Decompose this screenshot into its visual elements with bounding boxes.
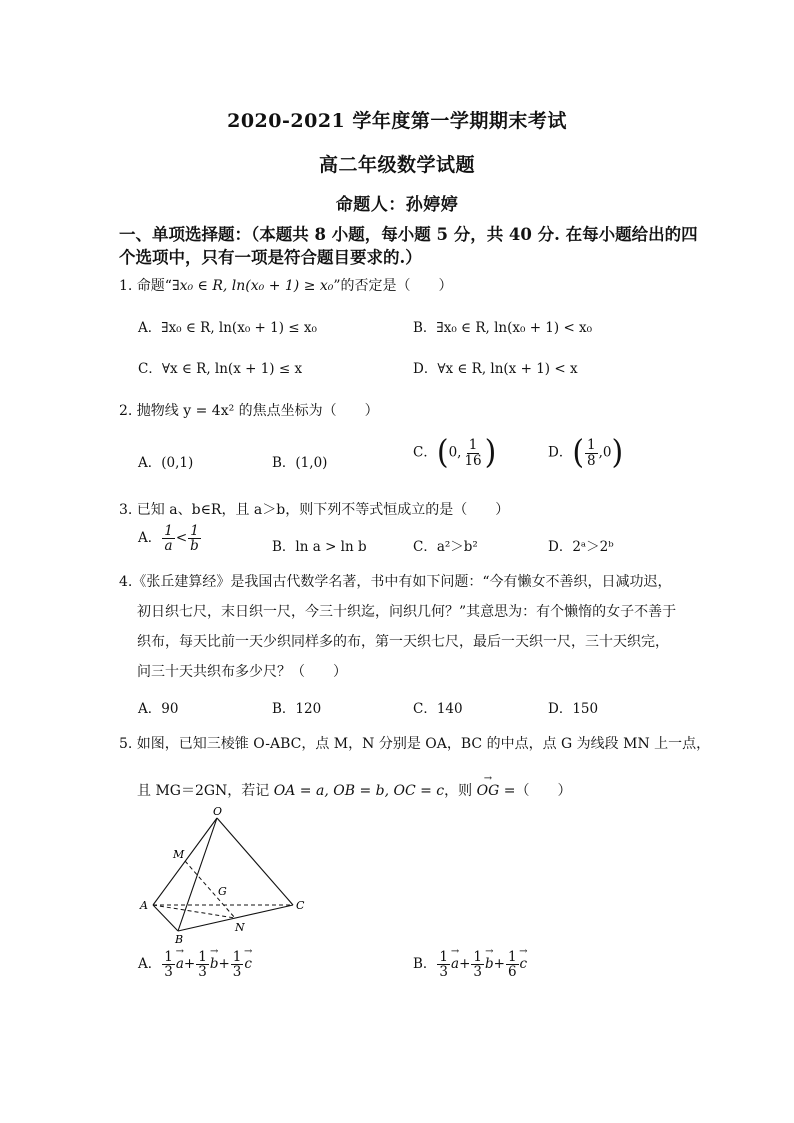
q1-stem-pre: 1. 命题“: [119, 278, 172, 294]
q5-vector-og: → OG: [477, 783, 500, 799]
q1-option-b[interactable]: B．∃x₀ ∈ R, ln(x₀ + 1) < x₀: [413, 320, 593, 336]
q5-option-a[interactable]: A． $\frac{1}{3}$ → a+ $\frac{1}{3}$ → b+ $\frac{1}{3}$ → c: [138, 950, 252, 979]
q2-c-denominator: 16: [464, 452, 482, 469]
q3-a-den-2: b: [190, 538, 199, 555]
q2-option-c-label: C．: [413, 444, 437, 461]
q5-option-b[interactable]: B． $\frac{1}{3}$ → a+ $\frac{1}{3}$ → b+ $\frac{1}{6}$ → c: [413, 950, 527, 979]
q5-a-num-2: 1: [198, 949, 207, 965]
q3-a-fraction-1: [162, 524, 175, 553]
q5-b-vec-1: → a: [451, 956, 459, 972]
q5-vector-defs: OA = a, OB = b, OC = c: [273, 783, 445, 799]
tetrahedron-figure: [135, 805, 315, 945]
section-heading-line2: 个选项中，只有一项是符合题目要求的.）: [119, 248, 422, 267]
exam-subtitle: 高二年级数学试题: [318, 154, 475, 176]
q2-d-numerator: 1: [587, 437, 596, 454]
q1-stem-post: ”的否定是（ ）: [333, 278, 453, 294]
q5-a-den-3: 3: [232, 964, 242, 981]
q2-option-d-fraction: [585, 438, 598, 467]
q1-option-c[interactable]: C．∀x ∈ R, ln(x + 1) ≤ x: [138, 361, 303, 377]
label-o: O: [213, 805, 223, 818]
label-a: A: [140, 899, 148, 912]
q3-a-num-2: 1: [190, 523, 199, 539]
left-paren-icon: (: [436, 433, 449, 472]
q5-b-vec-2: → b: [485, 956, 494, 972]
q3-option-b[interactable]: B．ln a > ln b: [272, 539, 367, 555]
q2-option-b[interactable]: B．(1,0): [272, 455, 328, 471]
q5-a-coef-2: [196, 950, 209, 979]
q5-line2-pre: 且 MG＝2GN，若记: [137, 783, 274, 799]
q4-option-c[interactable]: C．140: [413, 701, 463, 717]
q5-a-vec-2: → b: [210, 956, 219, 972]
q3-a-den-1: a: [164, 538, 173, 555]
q5-a-coef-3: [231, 950, 244, 979]
q5-a-den-1: 3: [164, 964, 173, 981]
question-2-stem: 2. 抛物线 y = 4x² 的焦点坐标为（ ）: [119, 403, 379, 419]
q3-option-a-label: A．: [138, 530, 162, 547]
q5-b-den-2: 3: [473, 964, 482, 981]
q5-line2-mid: ，则: [444, 783, 477, 799]
q5-a-num-1: 1: [164, 949, 173, 965]
edge-ab: [153, 905, 178, 931]
q4-option-a[interactable]: A．90: [138, 701, 179, 717]
q4-option-b[interactable]: B．120: [272, 701, 322, 717]
question-1-stem: [119, 275, 453, 295]
q2-option-c[interactable]: [413, 433, 497, 472]
label-g: G: [218, 885, 227, 898]
q2-option-d-label: D．: [548, 444, 573, 461]
q2-option-a[interactable]: A．(0,1): [138, 455, 194, 471]
q2-option-d[interactable]: [548, 433, 624, 472]
q5-b-vec-3: → c: [520, 956, 528, 972]
q5-b-coef-2: [471, 950, 484, 979]
question-4-line3: 织布，每天比前一天少织同样多的布，第一天织七尺，最后一天织一尺，三十天织完，: [137, 634, 669, 650]
q5-b-coef-3: [506, 950, 519, 979]
q3-option-a[interactable]: [138, 524, 202, 553]
q5-b-den-1: 3: [439, 964, 449, 981]
right-paren-icon: ): [611, 433, 624, 472]
section-heading-line1: 一、单项选择题：（本题共 8 小题，每小题 5 分，共 40 分. 在每小题给出的四: [119, 225, 698, 244]
question-4-line4: 问三十天共织布多少尺？（ ）: [137, 664, 347, 680]
q5-b-den-3: 6: [507, 964, 517, 981]
q5-b-num-3: 1: [507, 949, 517, 965]
q2-option-c-fraction: [462, 438, 483, 467]
exam-author: 命题人：孙婷婷: [335, 195, 459, 215]
q5-a-label: A．: [138, 956, 162, 973]
q5-line2-post: =（ ）: [499, 783, 572, 799]
question-5-line2: [137, 780, 571, 800]
q5-a-vec-1: → a: [176, 956, 184, 972]
q2-option-d-post: ,0: [598, 444, 612, 461]
q5-b-num-2: 1: [473, 949, 482, 965]
right-paren-icon: ): [484, 433, 497, 472]
question-4-line2: 初日织七尺，末日织一尺，今三十织迄，问织几何？”其意思为：有个懒惰的女子不善于: [137, 604, 677, 620]
q2-d-denominator: 8: [587, 452, 596, 469]
edge-oc: [217, 818, 293, 905]
q2-c-numerator: 1: [468, 437, 478, 454]
q5-a-num-3: 1: [232, 949, 242, 965]
label-b: B: [175, 933, 184, 945]
q1-option-a[interactable]: A．∃x₀ ∈ R, ln(x₀ + 1) ≤ x₀: [138, 320, 317, 336]
label-n: N: [235, 921, 245, 934]
exam-title: 2020-2021 学年度第一学期期末考试: [227, 110, 567, 132]
question-3-stem: 3. 已知 a、b∈R，且 a＞b，则下列不等式恒成立的是（ ）: [119, 502, 510, 518]
question-4-line1: 4.《张丘建算经》是我国古代数学名著，书中有如下问题：“今有懒女不善织，日减功迟，: [119, 574, 672, 590]
q5-a-den-2: 3: [198, 964, 207, 981]
q1-option-d[interactable]: D．∀x ∈ R, ln(x + 1) < x: [413, 361, 578, 377]
q3-a-operator: <: [175, 530, 188, 547]
q5-b-coef-1: [437, 950, 450, 979]
label-c: C: [296, 899, 305, 912]
q5-a-coef-1: [162, 950, 175, 979]
q2-option-c-pre: 0,: [448, 444, 462, 461]
q5-b-label: B．: [413, 956, 437, 973]
q3-a-num-1: 1: [164, 523, 173, 539]
q5-b-num-1: 1: [439, 949, 449, 965]
q3-a-fraction-2: [188, 524, 201, 553]
q1-stem-expr: ∃x₀ ∈ R, ln(x₀ + 1) ≥ x₀: [171, 278, 334, 294]
question-5-line1: 5. 如图，已知三棱锥 O-ABC，点 M，N 分别是 OA，BC 的中点，点 G 为线段 MN 上一点，: [119, 736, 711, 752]
segment-an: [153, 905, 235, 918]
q3-option-d[interactable]: D．2ᵃ＞2ᵇ: [548, 539, 614, 555]
label-m: M: [173, 848, 185, 861]
left-paren-icon: (: [572, 433, 585, 472]
q3-option-c[interactable]: C．a²＞b²: [413, 539, 478, 555]
q5-a-vec-3: → c: [244, 956, 252, 972]
q4-option-d[interactable]: D．150: [548, 701, 599, 717]
